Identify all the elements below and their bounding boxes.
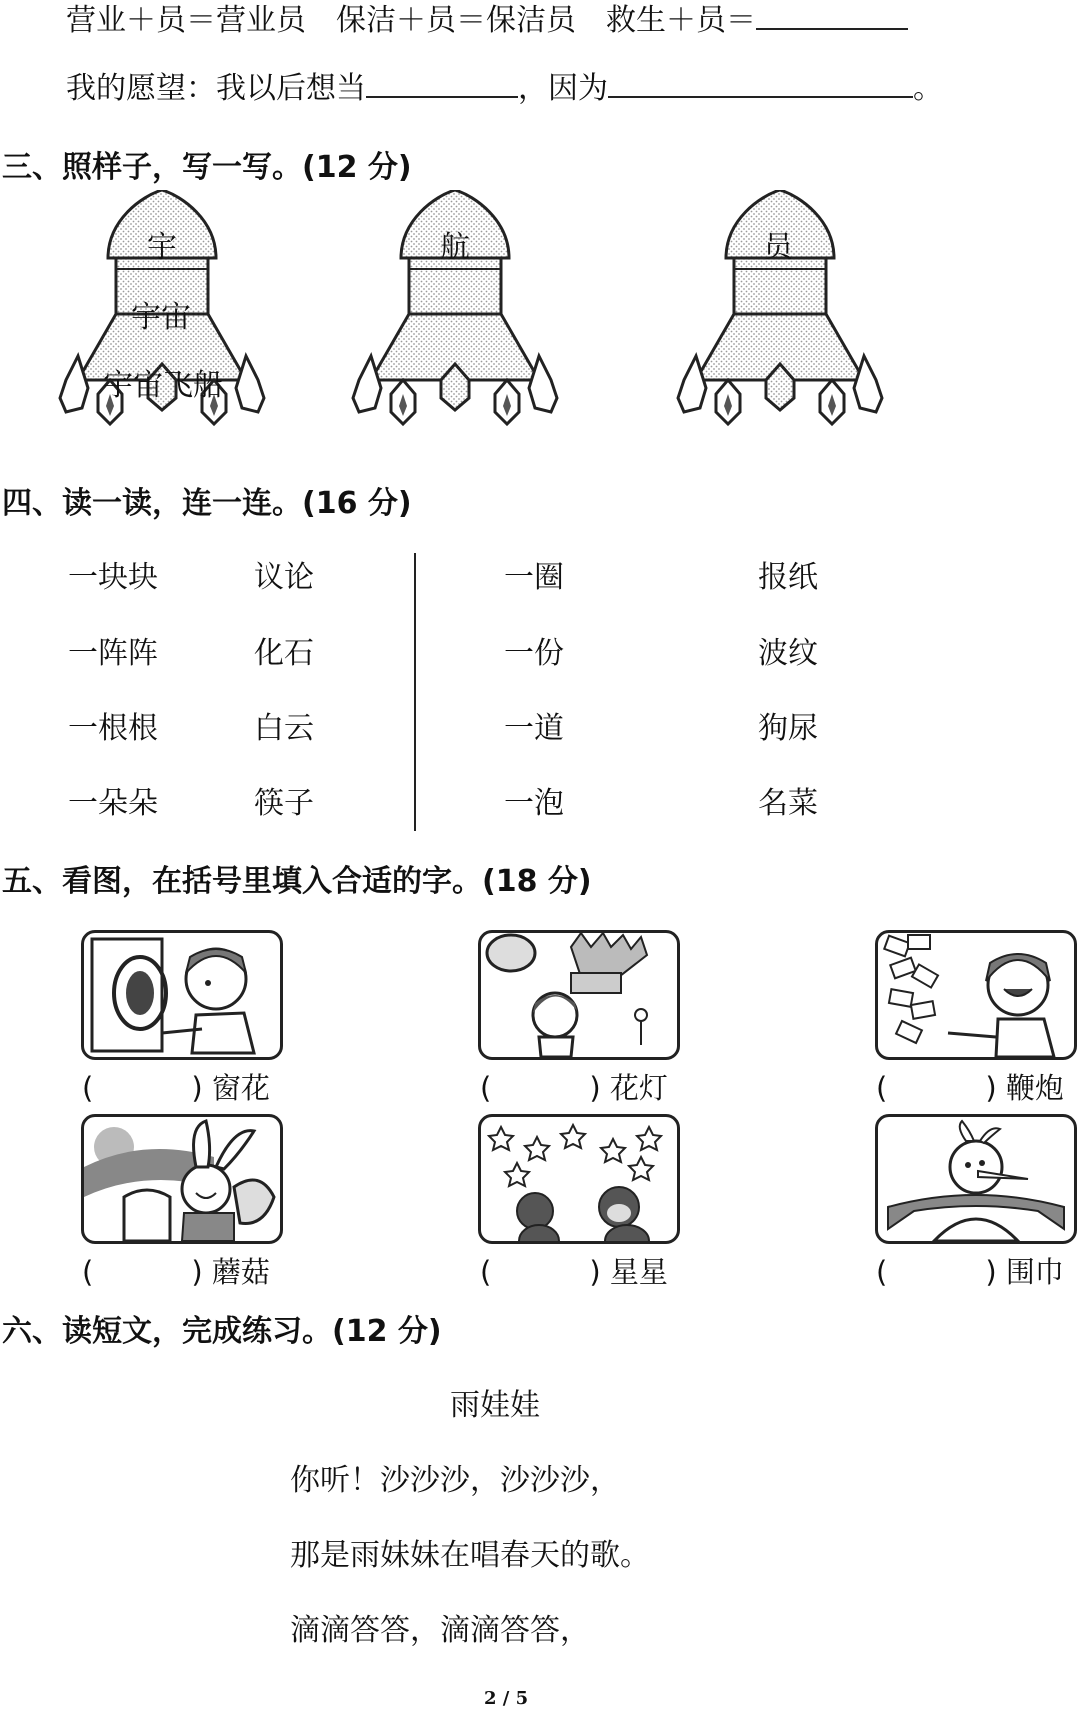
poem-line-1: 你听！沙沙沙，沙沙沙， xyxy=(290,1463,620,1498)
caption-text: 窗花 xyxy=(211,1071,270,1105)
caption-mushroom: ( ) 蘑菇 xyxy=(82,1255,270,1289)
match-left-b-4[interactable]: 筷子 xyxy=(254,786,314,821)
answer-blank[interactable] xyxy=(756,2,908,30)
star-illustration xyxy=(478,1114,680,1244)
section-4-heading: 四、读一读，连一连。(16 分) xyxy=(2,486,412,521)
match-right-a-1[interactable]: 一圈 xyxy=(504,560,564,595)
rocket-1-mid: 宇宙 xyxy=(131,300,191,335)
caption-scarf: ( ) 围巾 xyxy=(876,1255,1064,1289)
wish-mid: ，因为 xyxy=(518,71,608,106)
caption-text: 蘑菇 xyxy=(211,1255,270,1289)
caption-text: 围巾 xyxy=(1005,1255,1064,1289)
poem-line-2: 那是雨妹妹在唱春天的歌。 xyxy=(290,1538,650,1573)
rocket-3-bottom-answer[interactable] xyxy=(705,330,855,380)
wish-reason-blank[interactable] xyxy=(608,70,913,98)
match-right-a-4[interactable]: 一泡 xyxy=(504,786,564,821)
match-right-b-2[interactable]: 波纹 xyxy=(758,636,818,671)
caption-window-flower: ( ) 窗花 xyxy=(82,1071,270,1105)
section-5-heading: 五、看图，在括号里填入合适的字。(18 分) xyxy=(2,864,592,899)
rocket-3-top: 员 xyxy=(763,230,793,265)
match-left-b-2[interactable]: 化石 xyxy=(254,636,314,671)
window-flower-illustration xyxy=(81,930,283,1060)
match-right-a-3[interactable]: 一道 xyxy=(504,711,564,746)
match-left-b-1[interactable]: 议论 xyxy=(254,560,314,595)
column-divider xyxy=(414,553,416,831)
lantern-illustration xyxy=(478,930,680,1060)
caption-text: 鞭炮 xyxy=(1005,1071,1064,1105)
caption-text: 星星 xyxy=(609,1255,668,1289)
mushroom-illustration xyxy=(81,1114,283,1244)
match-right-b-4[interactable]: 名菜 xyxy=(758,786,818,821)
caption-lantern: ( ) 花灯 xyxy=(480,1071,668,1105)
match-left-a-2[interactable]: 一阵阵 xyxy=(68,636,158,671)
rocket-2-top: 航 xyxy=(440,230,470,265)
match-left-b-3[interactable]: 白云 xyxy=(254,711,314,746)
match-left-a-4[interactable]: 一朵朵 xyxy=(68,786,158,821)
wish-prefix: 我的愿望：我以后想当 xyxy=(66,71,366,106)
wish-job-blank[interactable] xyxy=(366,70,518,98)
match-right-a-2[interactable]: 一份 xyxy=(504,636,564,671)
firecracker-illustration xyxy=(875,930,1077,1060)
match-right-b-3[interactable]: 狗尿 xyxy=(758,711,818,746)
section-3-heading: 三、照样子，写一写。(12 分) xyxy=(2,150,412,185)
poem-line-3: 滴滴答答，滴滴答答， xyxy=(290,1613,590,1648)
compound-word-line xyxy=(66,2,908,39)
match-left-a-3[interactable]: 一根根 xyxy=(68,711,158,746)
match-left-a-1[interactable]: 一块块 xyxy=(68,560,158,595)
caption-text: 花灯 xyxy=(609,1071,668,1105)
poem-title: 雨娃娃 xyxy=(450,1388,540,1423)
wish-end: 。 xyxy=(913,71,943,106)
rocket-2-bottom-answer[interactable] xyxy=(380,330,530,380)
snowman-illustration xyxy=(875,1114,1077,1244)
caption-firecracker: ( ) 鞭炮 xyxy=(876,1071,1064,1105)
rocket-1-bottom: 宇宙飞船 xyxy=(103,368,223,403)
caption-stars: ( ) 星星 xyxy=(480,1255,668,1289)
match-right-b-1[interactable]: 报纸 xyxy=(758,560,818,595)
rocket-3-mid-answer[interactable] xyxy=(735,270,825,322)
compound-word-text: 营业＋员＝营业员 保洁＋员＝保洁员 救生＋员＝ xyxy=(66,3,756,38)
page-number: 2 / 5 xyxy=(484,1688,529,1709)
section-6-heading: 六、读短文，完成练习。(12 分) xyxy=(2,1314,442,1349)
wish-line xyxy=(66,70,943,107)
rocket-2-mid-answer[interactable] xyxy=(410,270,500,322)
rocket-1-top: 宇 xyxy=(147,230,177,265)
